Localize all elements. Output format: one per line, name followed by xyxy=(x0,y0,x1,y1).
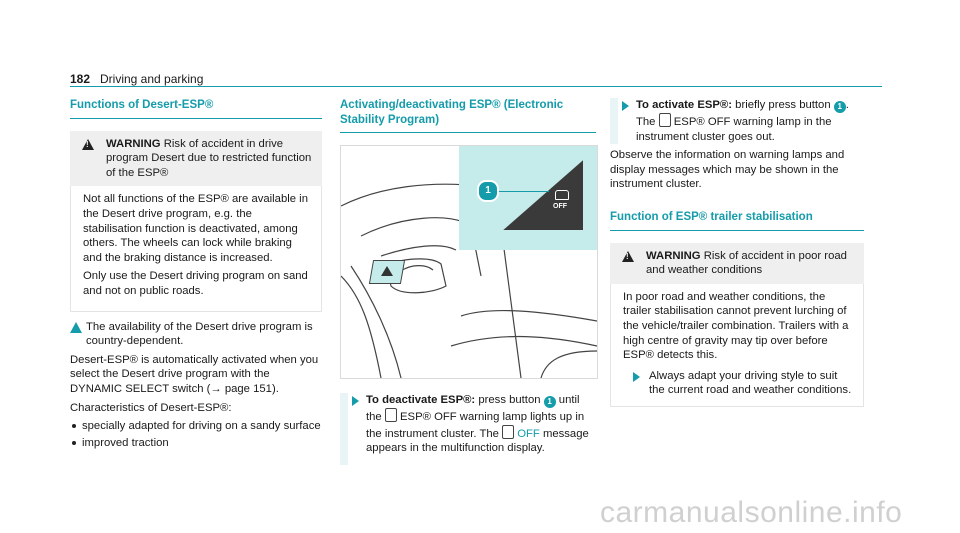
esp-off-text: OFF xyxy=(553,203,567,211)
paragraph-observe: Observe the information on warning lamps and display messages which may be shown in the instrument cluster. xyxy=(610,149,845,191)
step-text: ESP® OFF warning lamp lights up in the instrument cluster. The xyxy=(366,411,585,440)
warning-label: WARNING xyxy=(646,249,701,262)
step-lead: To activate ESP®: xyxy=(636,99,733,111)
step-lead: To deactivate ESP®: xyxy=(366,394,476,407)
console-button-triangle-icon xyxy=(381,266,393,276)
section-heading-desert-esp: Functions of Desert-ESP® xyxy=(70,99,214,111)
step-arrow-icon xyxy=(622,101,629,111)
step-text: press button xyxy=(478,394,541,407)
step-text: until the xyxy=(366,394,580,424)
step-bar xyxy=(610,98,618,144)
bullet-item xyxy=(70,436,322,451)
warning-step xyxy=(623,369,853,398)
warning-triangle-icon xyxy=(82,139,94,150)
callout-number: 1 xyxy=(477,180,499,202)
heading-rule xyxy=(610,230,864,231)
bullet-text: improved traction xyxy=(82,436,169,449)
warning-body-2: Only use the Desert driving program on sand and not on public roads. xyxy=(83,270,308,297)
bullet-icon xyxy=(72,441,76,445)
section-heading-esp: Activating/deactivating ESP® (Electronic Stability Program) xyxy=(340,99,564,126)
step-arrow-icon xyxy=(352,396,359,406)
bullet-icon xyxy=(72,424,76,428)
bullet-item xyxy=(70,419,322,434)
button-1-marker: 1 xyxy=(544,396,556,408)
esp-off-warning-icon xyxy=(385,408,397,422)
heading-rule xyxy=(70,118,322,119)
console-illustration xyxy=(340,145,598,379)
note-text: The availability of the Desert drive program is country-dependent. xyxy=(86,320,313,348)
step-deactivate xyxy=(340,393,596,456)
warning-box-trailer xyxy=(610,243,864,407)
esp-off-warning-icon xyxy=(659,113,671,127)
step-text: message appears in the multifunction display. xyxy=(366,427,589,455)
footer-watermark: carmanualsonline.info xyxy=(600,496,903,529)
column-desert-esp xyxy=(70,98,322,450)
paragraph-auto-activation: Desert-ESP® is automatically activated when you select the Desert drive program with the DYNAMIC SELECT switch (→ page 151). xyxy=(70,353,319,395)
step-bar xyxy=(340,393,348,465)
warning-box-desert xyxy=(70,131,322,312)
car-skid-icon xyxy=(555,190,569,200)
callout-leader-line xyxy=(499,191,549,192)
bullet-text: specially adapted for driving on a sandy surface xyxy=(82,420,321,433)
step-arrow-icon xyxy=(633,372,640,382)
off-indicator-text: OFF xyxy=(517,427,540,440)
warning-label: WARNING xyxy=(106,137,161,150)
header-rule xyxy=(70,86,882,87)
warning-body-1: Not all functions of the ESP® are available in the Desert drive program, e.g. the stabilisation function is deactivated, among others. The wheels can lock while braking and the braking distance is increased. xyxy=(83,193,308,264)
step-activate: To activate ESP®: briefly press button 1 . The ESP® OFF warning lamp in the instrument cluster goes out. xyxy=(610,98,864,144)
step-text: briefly press button xyxy=(735,99,831,111)
esp-off-icon xyxy=(553,190,569,215)
button-1-marker: 1 xyxy=(834,101,846,113)
warning-step-text: Always adapt your driving style to suit the current road and weather conditions. xyxy=(649,369,852,397)
warning-triangle-icon xyxy=(622,251,634,262)
page-section-title: Driving and parking xyxy=(100,72,204,86)
warning-body: In poor road and weather conditions, the trailer stabilisation cannot prevent lurching of the vehicle/trailer combination. Trailers with a high centre of gravity may tip over before ESP® detects this. xyxy=(623,290,849,362)
note-availability xyxy=(70,320,322,349)
warning-lead: Risk of accident in poor road and weather conditions xyxy=(646,249,847,277)
section-heading-trailer: Function of ESP® trailer stabilisation xyxy=(610,210,813,223)
warning-lead: Risk of accident in drive program Desert due to restricted function of the ESP® xyxy=(106,137,312,179)
step-text: ESP® OFF warning lamp in the instrument cluster goes out. xyxy=(636,116,832,143)
page-number: 182 xyxy=(70,72,91,86)
info-icon xyxy=(70,322,82,333)
column-activate-trailer xyxy=(610,98,864,407)
heading-rule xyxy=(340,132,596,133)
column-esp-activation xyxy=(340,98,596,456)
car-icon xyxy=(502,425,514,439)
step-text: The xyxy=(636,116,656,128)
paragraph-characteristics: Characteristics of Desert-ESP®: xyxy=(70,401,232,414)
